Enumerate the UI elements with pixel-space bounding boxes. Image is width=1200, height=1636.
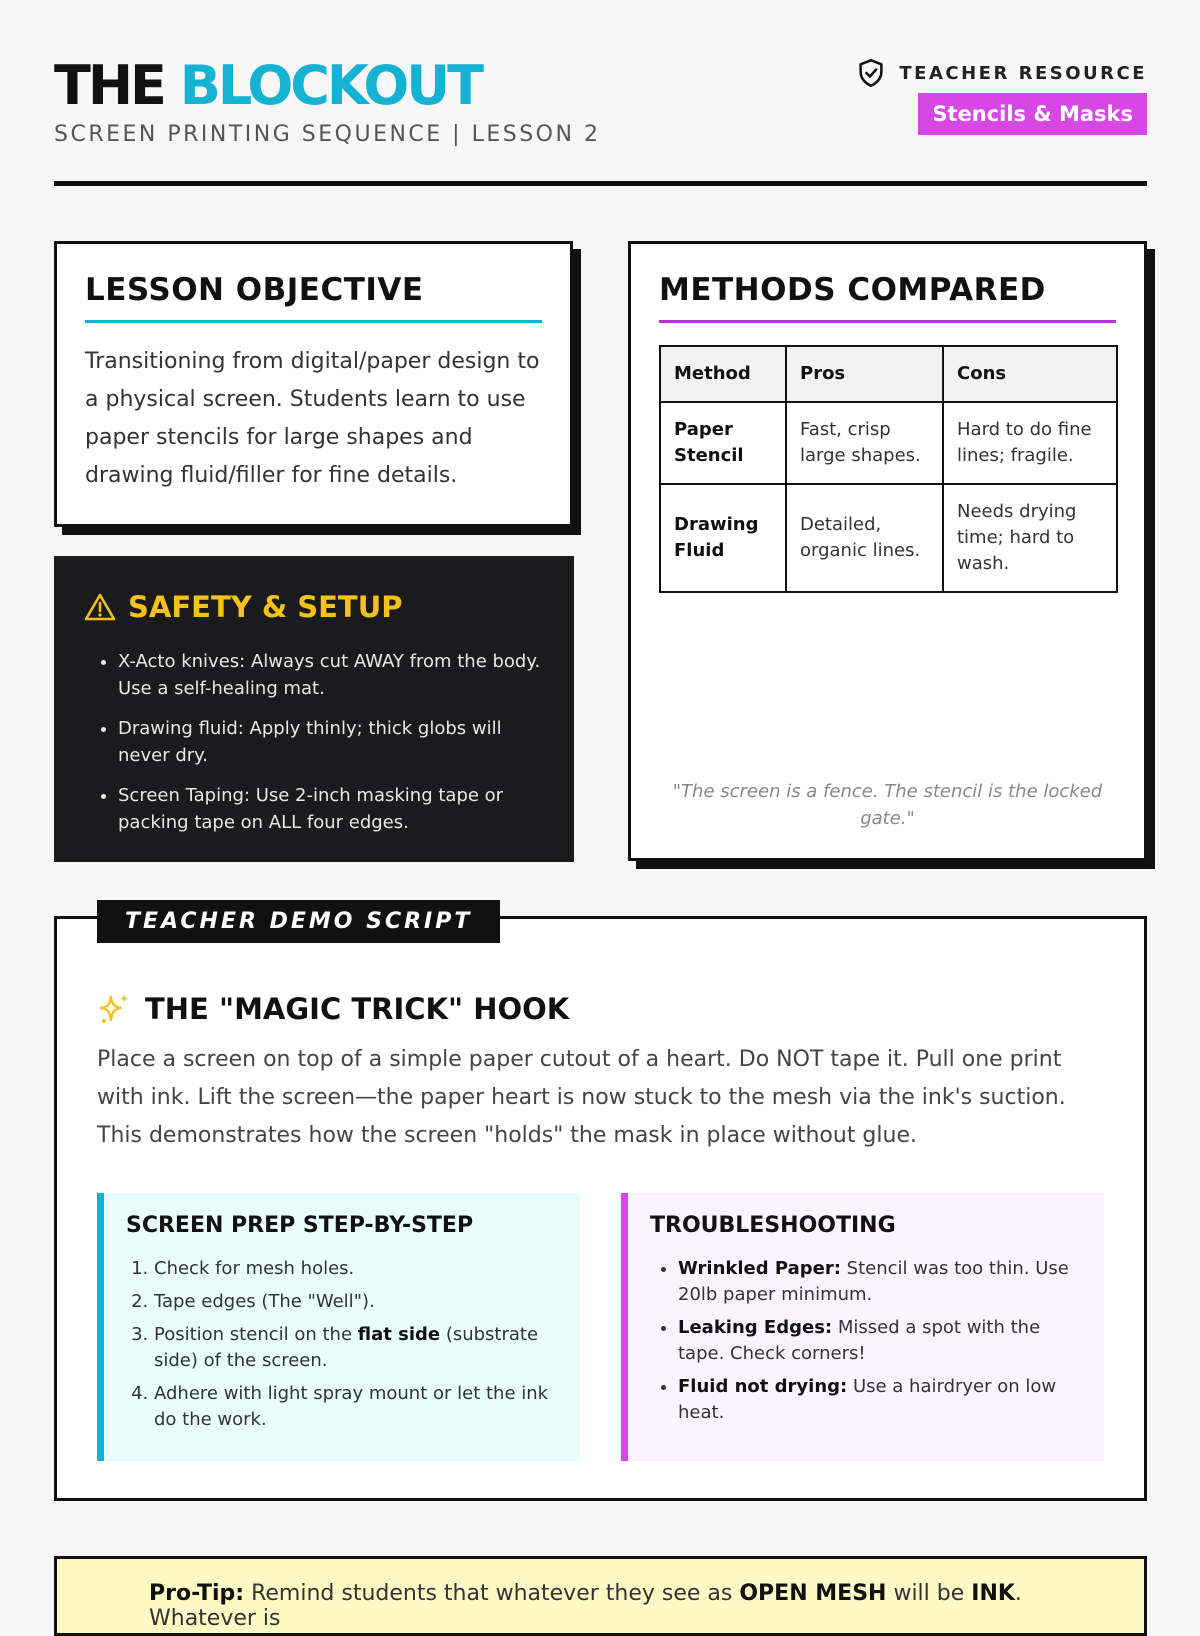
pro-tip-bold: OPEN MESH (739, 1581, 887, 1606)
table-header-row (660, 346, 1117, 402)
prep-step (154, 1322, 558, 1374)
column-header-cons: Cons (943, 346, 1117, 402)
teacher-demo-section (54, 909, 1147, 1501)
troubleshooting-box (621, 1193, 1104, 1461)
safety-list (84, 648, 544, 836)
pros-cell: Detailed, organic lines. (786, 484, 943, 592)
brand-word-the: THE (54, 54, 164, 117)
troubleshooting-item (678, 1374, 1082, 1426)
methods-table (659, 345, 1118, 593)
issue-label: Leaking Edges: (678, 1317, 833, 1338)
safety-item: • Screen Taping: Use 2-inch masking tape or packing tape on ALL four edges. (118, 782, 544, 836)
troubleshooting-list (650, 1256, 1082, 1426)
cons-cell: Hard to do fine lines; fragile. (943, 402, 1117, 484)
screen-prep-box (97, 1193, 580, 1461)
pros-cell: Fast, crisp large shapes. (786, 402, 943, 484)
prep-step-text: Position stencil on the (154, 1324, 358, 1345)
screen-prep-title: SCREEN PREP STEP-BY-STEP (126, 1213, 474, 1238)
objective-text: Transitioning from digital/paper design to a physical screen. Students learn to use paper stencils for large shapes and drawing fluid/filler for fine details. (85, 349, 540, 488)
pro-tip-box (54, 1556, 1147, 1636)
lesson-subtitle: SCREEN PRINTING SEQUENCE | LESSON 2 (54, 122, 601, 147)
safety-item: • X-Acto knives: Always cut AWAY from the body. Use a self-healing mat. (118, 648, 544, 702)
prep-step: 1. Check for mesh holes. (154, 1256, 558, 1282)
sparkles-icon (97, 991, 133, 1027)
column-header-method: Method (660, 346, 786, 402)
safety-setup-card (54, 556, 574, 862)
lesson-objective-card (54, 241, 573, 527)
safety-title-text: SAFETY & SETUP (128, 590, 403, 624)
teacher-resource-label (857, 58, 1147, 88)
methods-compared-card (628, 241, 1147, 861)
method-cell: Paper Stencil (660, 402, 786, 484)
issue-label: Fluid not drying: (678, 1376, 848, 1397)
teacher-resource-text: TEACHER RESOURCE (899, 62, 1147, 84)
issue-text: Stencil was too thin. Use 20lb paper minimum. (678, 1258, 1069, 1305)
hook-title (97, 991, 569, 1027)
issue-label: Wrinkled Paper: (678, 1258, 841, 1279)
safety-title (84, 590, 544, 624)
pro-tip-label: Pro-Tip: (149, 1581, 245, 1606)
column-header-pros: Pros (786, 346, 943, 402)
page-header (54, 54, 1147, 188)
method-cell: Drawing Fluid (660, 484, 786, 592)
objective-title: LESSON OBJECTIVE (85, 272, 542, 323)
topic-badge: Stencils & Masks (918, 93, 1147, 135)
brand-word-blockout: BLOCKOUT (179, 54, 481, 117)
troubleshooting-item (678, 1256, 1082, 1308)
table-row (660, 484, 1117, 592)
hook-description: Place a screen on top of a simple paper cutout of a heart. Do NOT tape it. Pull one print with ink. Lift the screen—the paper heart is now stuck to the mesh via the ink's suction. This demonstrates how the screen "holds" the mask in place without glue. (97, 1047, 1066, 1148)
pro-tip-text: will be (886, 1581, 972, 1606)
troubleshooting-item (678, 1315, 1082, 1367)
troubleshooting-title: TROUBLESHOOTING (650, 1213, 896, 1238)
cons-cell: Needs drying time; hard to wash. (943, 484, 1117, 592)
prep-step-bold: flat side (357, 1324, 441, 1345)
pro-tip-text: . Whatever is (149, 1581, 1022, 1631)
warning-triangle-icon (84, 592, 116, 622)
pro-tip-bold: INK (971, 1581, 1015, 1606)
pro-tip-text: Remind students that whatever they see as (244, 1581, 740, 1606)
header-divider (54, 181, 1147, 186)
methods-quote: "The screen is a fence. The stencil is the locked gate." (672, 781, 1103, 829)
prep-step: 2. Tape edges (The "Well"). (154, 1289, 558, 1315)
demo-script-tag: TEACHER DEMO SCRIPT (97, 900, 500, 943)
table-row (660, 402, 1117, 484)
prep-step: 4. Adhere with light spray mount or let the ink do the work. (154, 1381, 558, 1433)
issue-text: Use a hairdryer on low heat. (678, 1376, 1057, 1423)
safety-item: • Drawing fluid: Apply thinly; thick globs will never dry. (118, 715, 544, 769)
prep-step-text: (substrate side) of the screen. (154, 1324, 539, 1371)
methods-title: METHODS COMPARED (659, 272, 1116, 323)
hook-title-text: THE "MAGIC TRICK" HOOK (145, 992, 570, 1026)
issue-text: Missed a spot with the tape. Check corners! (678, 1317, 1041, 1364)
screen-prep-steps (126, 1256, 558, 1433)
shield-check-icon (857, 58, 885, 88)
